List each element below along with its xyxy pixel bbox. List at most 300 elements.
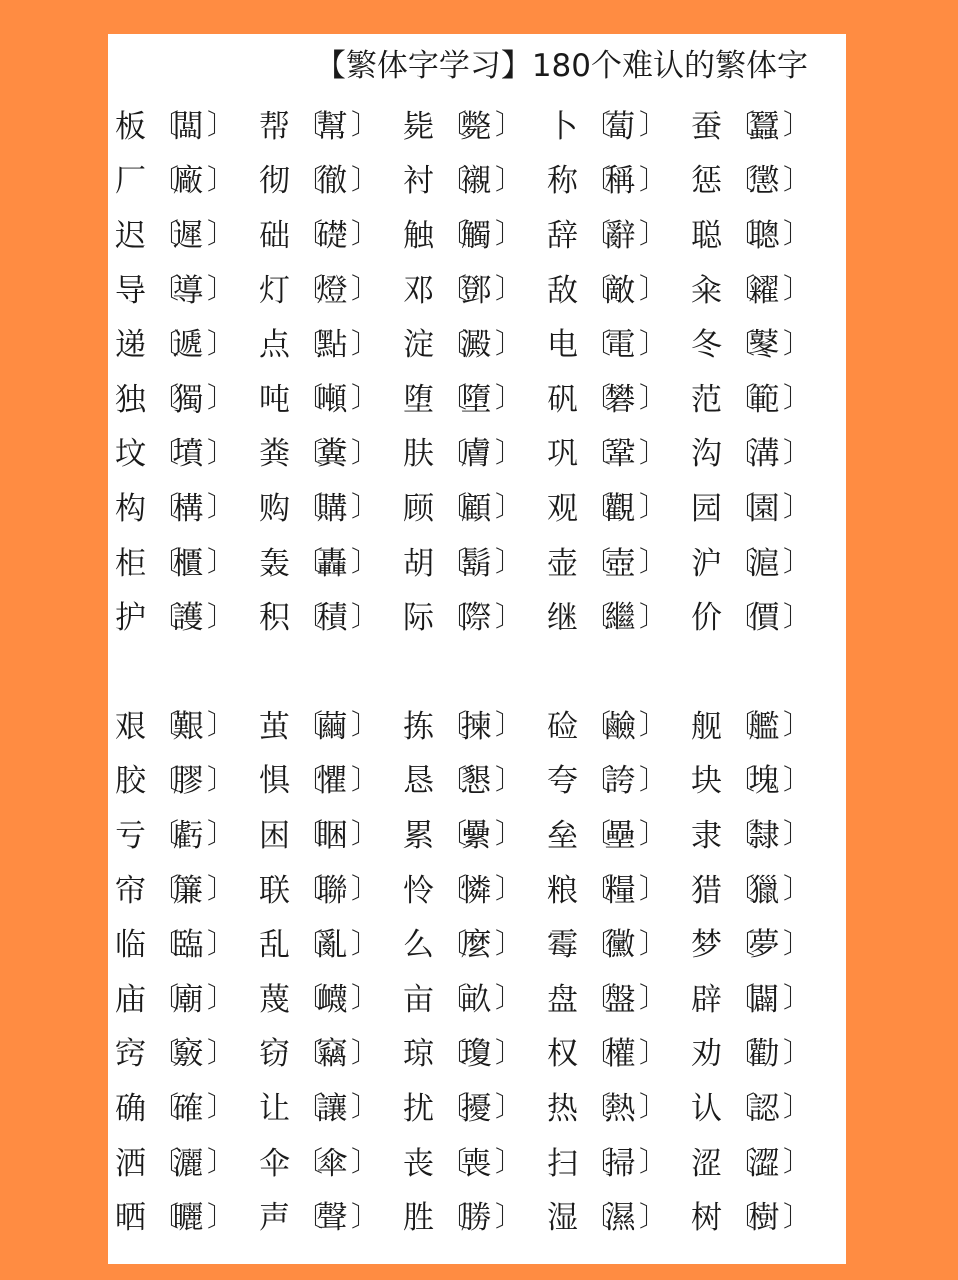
open-bracket: 〔 — [439, 435, 468, 469]
simplified-char: 恳 — [403, 763, 434, 800]
traditional-char: 聯 — [316, 872, 348, 909]
simplified-char: 淀 — [403, 327, 434, 364]
open-bracket: 〔 — [295, 326, 324, 360]
simplified-char: 亏 — [115, 817, 146, 854]
traditional-char: 勸 — [748, 1036, 780, 1073]
traditional-char: 蠶 — [748, 108, 780, 145]
traditional-char: 獵 — [748, 872, 780, 909]
traditional-char: 稱 — [604, 163, 636, 200]
close-bracket: 〕 — [783, 872, 812, 906]
traditional-char: 礎 — [316, 217, 348, 254]
close-bracket: 〕 — [207, 817, 236, 851]
simplified-char: 粪 — [259, 436, 290, 473]
simplified-char: 粮 — [547, 872, 578, 909]
close-bracket: 〕 — [351, 1090, 380, 1124]
traditional-char: 熱 — [604, 1090, 636, 1127]
traditional-char: 衊 — [316, 981, 348, 1018]
traditional-char: 懲 — [748, 163, 780, 200]
close-bracket: 〕 — [351, 217, 380, 251]
traditional-char: 顧 — [460, 490, 492, 527]
traditional-char: 麼 — [460, 927, 492, 964]
character-table-part-2 — [115, 696, 835, 1242]
simplified-char: 点 — [259, 327, 290, 364]
open-bracket: 〔 — [727, 817, 756, 851]
traditional-char: 觸 — [460, 217, 492, 254]
close-bracket: 〕 — [783, 708, 812, 742]
close-bracket: 〕 — [351, 872, 380, 906]
character-row — [115, 696, 835, 751]
close-bracket: 〕 — [783, 162, 812, 196]
traditional-char: 徹 — [316, 163, 348, 200]
character-row — [115, 1024, 835, 1079]
open-bracket: 〔 — [295, 1199, 324, 1233]
character-pair — [259, 1028, 403, 1073]
simplified-char: 邓 — [403, 272, 434, 309]
character-pair — [259, 919, 403, 964]
open-bracket: 〔 — [727, 981, 756, 1015]
traditional-char: 讓 — [316, 1090, 348, 1127]
simplified-char: 霉 — [547, 927, 578, 964]
character-pair — [259, 1138, 403, 1183]
traditional-char: 購 — [316, 490, 348, 527]
close-bracket: 〕 — [783, 435, 812, 469]
character-pair — [403, 755, 547, 800]
simplified-char: 聪 — [691, 217, 722, 254]
close-bracket: 〕 — [495, 1199, 524, 1233]
close-bracket: 〕 — [351, 490, 380, 524]
character-row — [115, 205, 835, 260]
simplified-char: 扰 — [403, 1090, 434, 1127]
traditional-char: 滬 — [748, 545, 780, 582]
open-bracket: 〔 — [727, 162, 756, 196]
traditional-char: 夢 — [748, 927, 780, 964]
traditional-char: 溝 — [748, 436, 780, 473]
character-pair — [691, 755, 835, 800]
close-bracket: 〕 — [639, 1145, 668, 1179]
close-bracket: 〕 — [495, 1145, 524, 1179]
close-bracket: 〕 — [351, 708, 380, 742]
open-bracket: 〔 — [727, 1035, 756, 1069]
character-pair — [259, 538, 403, 583]
close-bracket: 〕 — [351, 981, 380, 1015]
character-row — [115, 587, 835, 642]
character-row — [115, 1133, 835, 1188]
simplified-char: 吨 — [259, 381, 290, 418]
simplified-char: 亩 — [403, 981, 434, 1018]
open-bracket: 〔 — [583, 108, 612, 142]
traditional-char: 糞 — [316, 436, 348, 473]
character-row — [115, 151, 835, 206]
traditional-char: 灑 — [172, 1145, 204, 1182]
character-pair — [259, 974, 403, 1019]
simplified-char: 临 — [115, 927, 146, 964]
close-bracket: 〕 — [351, 1035, 380, 1069]
character-pair — [547, 319, 691, 364]
character-row — [115, 96, 835, 151]
open-bracket: 〔 — [439, 872, 468, 906]
open-bracket: 〔 — [295, 217, 324, 251]
traditional-char: 盤 — [604, 981, 636, 1018]
close-bracket: 〕 — [639, 926, 668, 960]
traditional-char: 壺 — [604, 545, 636, 582]
simplified-char: 彻 — [259, 163, 290, 200]
character-pair — [403, 592, 547, 637]
open-bracket: 〔 — [439, 762, 468, 796]
simplified-char: 肤 — [403, 436, 434, 473]
traditional-char: 鄧 — [460, 272, 492, 309]
simplified-char: 胶 — [115, 763, 146, 800]
traditional-char: 點 — [316, 327, 348, 364]
character-pair — [547, 701, 691, 746]
simplified-char: 怜 — [403, 872, 434, 909]
traditional-char: 鹼 — [604, 708, 636, 745]
open-bracket: 〔 — [439, 490, 468, 524]
open-bracket: 〔 — [583, 1199, 612, 1233]
close-bracket: 〕 — [783, 1145, 812, 1179]
character-pair — [691, 155, 835, 200]
open-bracket: 〔 — [439, 1145, 468, 1179]
simplified-char: 厂 — [115, 163, 146, 200]
traditional-char: 畝 — [460, 981, 492, 1018]
simplified-char: 琼 — [403, 1036, 434, 1073]
close-bracket: 〕 — [495, 1090, 524, 1124]
character-pair — [403, 974, 547, 1019]
simplified-char: 观 — [547, 490, 578, 527]
open-bracket: 〔 — [151, 545, 180, 579]
close-bracket: 〕 — [351, 817, 380, 851]
close-bracket: 〕 — [783, 217, 812, 251]
traditional-char: 糴 — [748, 272, 780, 309]
open-bracket: 〔 — [583, 817, 612, 851]
close-bracket: 〕 — [495, 217, 524, 251]
simplified-char: 际 — [403, 600, 434, 637]
simplified-char: 坟 — [115, 436, 146, 473]
close-bracket: 〕 — [639, 817, 668, 851]
traditional-char: 廠 — [172, 163, 204, 200]
close-bracket: 〕 — [351, 926, 380, 960]
simplified-char: 舰 — [691, 708, 722, 745]
traditional-char: 構 — [172, 490, 204, 527]
character-pair — [691, 483, 835, 528]
character-pair — [403, 319, 547, 364]
character-pair — [115, 265, 259, 310]
open-bracket: 〔 — [583, 599, 612, 633]
simplified-char: 轰 — [259, 545, 290, 582]
simplified-char: 递 — [115, 327, 146, 364]
traditional-char: 臨 — [172, 927, 204, 964]
character-pair — [115, 210, 259, 255]
traditional-char: 闆 — [172, 108, 204, 145]
character-pair — [115, 701, 259, 746]
close-bracket: 〕 — [351, 545, 380, 579]
character-pair — [259, 374, 403, 419]
character-pair — [547, 265, 691, 310]
open-bracket: 〔 — [583, 981, 612, 1015]
simplified-char: 毙 — [403, 108, 434, 145]
traditional-char: 噸 — [316, 381, 348, 418]
close-bracket: 〕 — [207, 981, 236, 1015]
simplified-char: 蔑 — [259, 981, 290, 1018]
open-bracket: 〔 — [727, 599, 756, 633]
open-bracket: 〔 — [583, 217, 612, 251]
close-bracket: 〕 — [495, 872, 524, 906]
close-bracket: 〕 — [351, 435, 380, 469]
close-bracket: 〕 — [783, 981, 812, 1015]
traditional-char: 燈 — [316, 272, 348, 309]
simplified-char: 巩 — [547, 436, 578, 473]
close-bracket: 〕 — [207, 708, 236, 742]
character-row — [115, 914, 835, 969]
close-bracket: 〕 — [783, 1090, 812, 1124]
open-bracket: 〔 — [439, 599, 468, 633]
close-bracket: 〕 — [351, 599, 380, 633]
open-bracket: 〔 — [295, 1035, 324, 1069]
traditional-char: 斃 — [460, 108, 492, 145]
character-pair — [403, 701, 547, 746]
character-pair — [691, 374, 835, 419]
traditional-char: 積 — [316, 600, 348, 637]
character-pair — [115, 319, 259, 364]
simplified-char: 扫 — [547, 1145, 578, 1182]
open-bracket: 〔 — [151, 108, 180, 142]
close-bracket: 〕 — [207, 381, 236, 415]
close-bracket: 〕 — [207, 435, 236, 469]
simplified-char: 硷 — [547, 708, 578, 745]
traditional-char: 隸 — [748, 817, 780, 854]
simplified-char: 洒 — [115, 1145, 146, 1182]
open-bracket: 〔 — [583, 762, 612, 796]
character-pair — [691, 865, 835, 910]
traditional-char: 曬 — [172, 1200, 204, 1237]
traditional-char: 聲 — [316, 1200, 348, 1237]
traditional-char: 艦 — [748, 708, 780, 745]
character-pair — [547, 210, 691, 255]
simplified-char: 垒 — [547, 817, 578, 854]
open-bracket: 〔 — [295, 272, 324, 306]
traditional-char: 轟 — [316, 545, 348, 582]
open-bracket: 〔 — [295, 872, 324, 906]
character-pair — [259, 755, 403, 800]
simplified-char: 触 — [403, 217, 434, 254]
open-bracket: 〔 — [295, 926, 324, 960]
character-pair — [403, 374, 547, 419]
close-bracket: 〕 — [495, 162, 524, 196]
simplified-char: 灯 — [259, 272, 290, 309]
close-bracket: 〕 — [351, 762, 380, 796]
character-pair — [547, 1028, 691, 1073]
close-bracket: 〕 — [783, 1199, 812, 1233]
character-row — [115, 1078, 835, 1133]
traditional-char: 鼕 — [748, 327, 780, 364]
character-pair — [115, 1138, 259, 1183]
character-row — [115, 424, 835, 479]
character-row — [115, 751, 835, 806]
close-bracket: 〕 — [639, 435, 668, 469]
close-bracket: 〕 — [783, 381, 812, 415]
open-bracket: 〔 — [151, 926, 180, 960]
character-pair — [547, 428, 691, 473]
simplified-char: 顾 — [403, 490, 434, 527]
simplified-char: 拣 — [403, 708, 434, 745]
open-bracket: 〔 — [295, 545, 324, 579]
simplified-char: 困 — [259, 817, 290, 854]
close-bracket: 〕 — [639, 108, 668, 142]
simplified-char: 沟 — [691, 436, 722, 473]
close-bracket: 〕 — [639, 762, 668, 796]
character-pair — [547, 1138, 691, 1183]
simplified-char: 卜 — [547, 108, 578, 145]
close-bracket: 〕 — [207, 272, 236, 306]
close-bracket: 〕 — [495, 981, 524, 1015]
simplified-char: 累 — [403, 817, 434, 854]
traditional-char: 墳 — [172, 436, 204, 473]
simplified-char: 敌 — [547, 272, 578, 309]
traditional-char: 繭 — [316, 708, 348, 745]
close-bracket: 〕 — [639, 217, 668, 251]
simplified-char: 辞 — [547, 217, 578, 254]
character-pair — [259, 265, 403, 310]
simplified-char: 护 — [115, 600, 146, 637]
close-bracket: 〕 — [639, 981, 668, 1015]
simplified-char: 迟 — [115, 217, 146, 254]
open-bracket: 〔 — [583, 272, 612, 306]
traditional-char: 遲 — [172, 217, 204, 254]
simplified-char: 范 — [691, 381, 722, 418]
open-bracket: 〔 — [439, 817, 468, 851]
simplified-char: 树 — [691, 1200, 722, 1237]
traditional-char: 亂 — [316, 927, 348, 964]
character-row — [115, 369, 835, 424]
open-bracket: 〔 — [583, 162, 612, 196]
close-bracket: 〕 — [207, 926, 236, 960]
traditional-char: 簾 — [172, 872, 204, 909]
traditional-char: 電 — [604, 327, 636, 364]
simplified-char: 础 — [259, 217, 290, 254]
close-bracket: 〕 — [207, 490, 236, 524]
close-bracket: 〕 — [495, 817, 524, 851]
traditional-char: 纍 — [460, 817, 492, 854]
traditional-char: 睏 — [316, 817, 348, 854]
simplified-char: 惩 — [691, 163, 722, 200]
close-bracket: 〕 — [495, 926, 524, 960]
character-pair — [691, 1083, 835, 1128]
open-bracket: 〔 — [295, 490, 324, 524]
character-pair — [403, 1192, 547, 1237]
traditional-char: 鞏 — [604, 436, 636, 473]
character-pair — [259, 483, 403, 528]
simplified-char: 伞 — [259, 1145, 290, 1182]
simplified-char: 湿 — [547, 1200, 578, 1237]
traditional-char: 瓊 — [460, 1036, 492, 1073]
traditional-char: 確 — [172, 1090, 204, 1127]
traditional-char: 導 — [172, 272, 204, 309]
open-bracket: 〔 — [583, 545, 612, 579]
open-bracket: 〔 — [727, 708, 756, 742]
character-pair — [547, 483, 691, 528]
character-pair — [691, 265, 835, 310]
close-bracket: 〕 — [351, 108, 380, 142]
open-bracket: 〔 — [151, 162, 180, 196]
open-bracket: 〔 — [727, 1199, 756, 1233]
traditional-char: 觀 — [604, 490, 636, 527]
character-pair — [403, 265, 547, 310]
open-bracket: 〔 — [727, 326, 756, 360]
open-bracket: 〔 — [151, 872, 180, 906]
close-bracket: 〕 — [207, 1090, 236, 1124]
character-pair — [403, 428, 547, 473]
traditional-char: 澀 — [748, 1145, 780, 1182]
close-bracket: 〕 — [351, 381, 380, 415]
traditional-char: 礬 — [604, 381, 636, 418]
close-bracket: 〕 — [495, 490, 524, 524]
traditional-char: 權 — [604, 1036, 636, 1073]
close-bracket: 〕 — [495, 599, 524, 633]
character-row — [115, 860, 835, 915]
traditional-char: 壘 — [604, 817, 636, 854]
character-row — [115, 260, 835, 315]
simplified-char: 确 — [115, 1090, 146, 1127]
traditional-char: 聰 — [748, 217, 780, 254]
close-bracket: 〕 — [639, 381, 668, 415]
open-bracket: 〔 — [583, 490, 612, 524]
close-bracket: 〕 — [207, 545, 236, 579]
close-bracket: 〕 — [783, 490, 812, 524]
close-bracket: 〕 — [639, 326, 668, 360]
close-bracket: 〕 — [639, 1199, 668, 1233]
character-pair — [547, 374, 691, 419]
character-pair — [115, 101, 259, 146]
traditional-char: 虧 — [172, 817, 204, 854]
close-bracket: 〕 — [495, 545, 524, 579]
open-bracket: 〔 — [151, 817, 180, 851]
character-pair — [115, 538, 259, 583]
content-card — [108, 34, 846, 1264]
open-bracket: 〔 — [583, 435, 612, 469]
open-bracket: 〔 — [151, 272, 180, 306]
character-pair — [259, 428, 403, 473]
close-bracket: 〕 — [207, 1199, 236, 1233]
close-bracket: 〕 — [207, 326, 236, 360]
open-bracket: 〔 — [439, 1035, 468, 1069]
open-bracket: 〔 — [727, 217, 756, 251]
close-bracket: 〕 — [495, 381, 524, 415]
character-pair — [547, 592, 691, 637]
character-pair — [403, 1028, 547, 1073]
character-pair — [259, 101, 403, 146]
open-bracket: 〔 — [583, 872, 612, 906]
traditional-char: 敵 — [604, 272, 636, 309]
close-bracket: 〕 — [207, 217, 236, 251]
open-bracket: 〔 — [295, 108, 324, 142]
character-pair — [115, 483, 259, 528]
open-bracket: 〔 — [439, 162, 468, 196]
character-pair — [691, 1192, 835, 1237]
traditional-char: 幫 — [316, 108, 348, 145]
traditional-char: 憐 — [460, 872, 492, 909]
traditional-char: 濕 — [604, 1200, 636, 1237]
simplified-char: 冬 — [691, 327, 722, 364]
traditional-char: 獨 — [172, 381, 204, 418]
open-bracket: 〔 — [439, 926, 468, 960]
open-bracket: 〔 — [151, 435, 180, 469]
traditional-char: 襯 — [460, 163, 492, 200]
traditional-char: 膚 — [460, 436, 492, 473]
open-bracket: 〔 — [727, 926, 756, 960]
simplified-char: 劝 — [691, 1036, 722, 1073]
open-bracket: 〔 — [151, 1035, 180, 1069]
character-pair — [547, 810, 691, 855]
open-bracket: 〔 — [151, 381, 180, 415]
